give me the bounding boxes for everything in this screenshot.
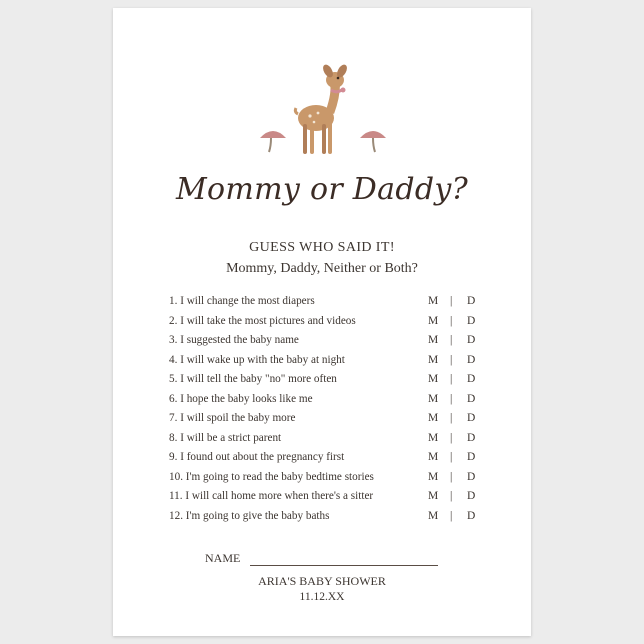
answer-daddy: D [467,431,476,444]
question-text: 11. I will call home more when there's a sitter [169,490,374,502]
answer-mommy: M [428,314,439,327]
question-row [169,487,489,507]
answer-mommy: M [428,490,439,502]
left-mushroom-icon [260,131,286,152]
question-text: 12. I'm going to give the baby baths [169,509,330,522]
answer-separator: | [450,490,453,502]
answer-mommy: M [428,373,439,385]
answer-mommy: M [428,509,439,522]
question-text: 9. I found out about the pregnancy first [169,451,345,463]
answer-separator: | [450,451,453,463]
question-row [169,312,489,332]
name-label: NAME [205,551,241,565]
question-text: 3. I suggested the baby name [169,334,299,346]
answer-daddy: D [467,334,476,346]
question-row [169,351,489,371]
question-list [169,292,489,526]
answer-daddy: D [467,451,476,463]
event-date: 11.12.XX [299,591,345,603]
subtitle-options: Mommy, Daddy, Neither or Both? [226,261,418,276]
game-card [113,8,531,636]
question-text: 4. I will wake up with the baby at night [169,353,345,366]
question-text: 8. I will be a strict parent [169,431,282,444]
question-text: 7. I will spoil the baby more [169,412,296,424]
answer-mommy: M [428,353,439,366]
question-row [169,429,489,449]
fawn-illustration [248,58,398,170]
answer-mommy: M [428,412,439,424]
answer-mommy: M [428,451,439,463]
question-text: 6. I hope the baby looks like me [169,392,313,405]
question-row [169,507,489,527]
answer-separator: | [450,470,453,483]
name-write-line [250,565,438,566]
question-row [169,390,489,410]
answer-daddy: D [467,392,476,405]
subtitle-guess: GUESS WHO SAID IT! [249,240,395,255]
answer-daddy: D [467,509,476,522]
answer-daddy: D [467,295,476,307]
answer-daddy: D [467,353,476,366]
answer-separator: | [450,334,453,346]
question-text: 2. I will take the most pictures and videos [169,314,356,327]
answer-separator: | [450,314,453,327]
answer-mommy: M [428,334,439,346]
question-row [169,448,489,468]
answer-daddy: D [467,314,476,327]
answer-mommy: M [428,392,439,405]
answer-mommy: M [428,295,439,307]
answer-separator: | [450,392,453,405]
question-text: 10. I'm going to read the baby bedtime stories [169,470,374,483]
question-row [169,292,489,312]
question-row [169,370,489,390]
game-title: Mommy or Daddy? [176,172,468,207]
answer-mommy: M [428,470,439,483]
answer-daddy: D [467,470,476,483]
question-text: 1. I will change the most diapers [169,295,315,307]
fawn-icon [295,63,349,154]
answer-mommy: M [428,431,439,444]
question-text: 5. I will tell the baby "no" more often [169,373,337,385]
question-row [169,409,489,429]
answer-daddy: D [467,412,476,424]
answer-separator: | [450,295,453,307]
event-name: ARIA'S BABY SHOWER [258,574,386,588]
answer-separator: | [450,412,453,424]
question-row [169,331,489,351]
right-mushroom-icon [360,131,386,152]
answer-daddy: D [467,373,476,385]
answer-separator: | [450,509,453,522]
question-row [169,468,489,488]
answer-separator: | [450,373,453,385]
answer-separator: | [450,431,453,444]
answer-daddy: D [467,490,476,502]
answer-separator: | [450,353,453,366]
